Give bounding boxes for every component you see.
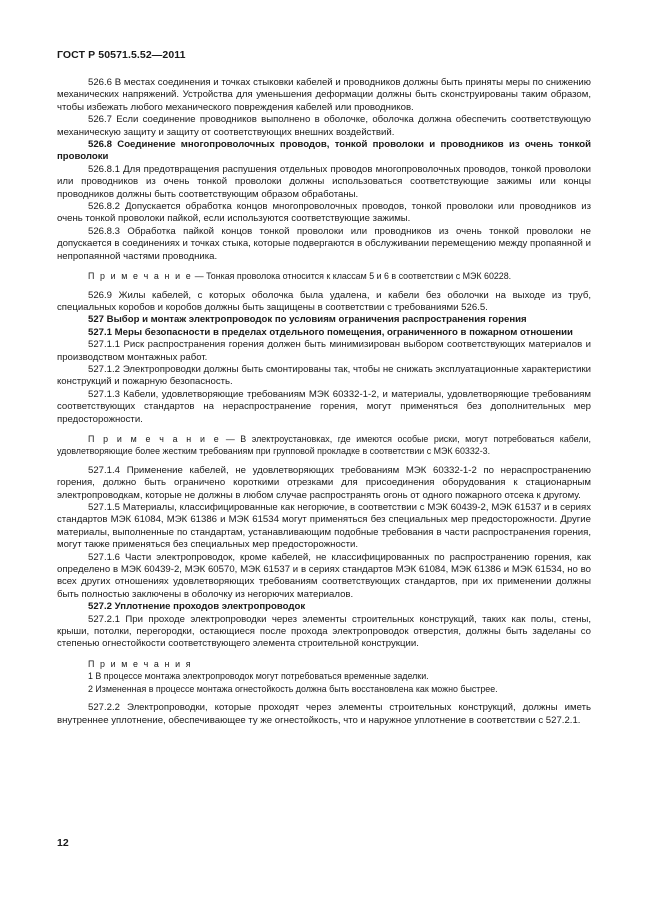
paragraph-527-1-1: 527.1.1 Риск распространения горения должен быть минимизирован выбором соответствующих материалов и производством монтажных работ. [57,339,591,363]
note-dash: — [225,433,235,444]
note-text: Тонкая проволока относится к классам 5 и 6 в соответствии с МЭК 60228. [206,271,512,282]
heading-527-1: 527.1 Меры безопасности в пределах отдельного помещения, ограниченного в пожарном отношении [88,326,573,338]
paragraph-527-1-3: 527.1.3 Кабели, удовлетворяющие требованиям МЭК 60332-1-2, и материалы, удовлетворяющие требованиям соответствующих стандартов на нераспространение горения, могут применяться без дополнительных мер предосторожности. [57,388,591,425]
paragraph-526-8-3: 526.8.3 Обработка пайкой концов тонкой проволоки или проводников из очень тонкой проволоки не допускается в соединениях и точках стыка, которые подвергаются в обслуживании перемещению между пропаянной и непропаянной частями проводника. [57,225,591,262]
paragraph-527-1-2: 527.1.2 Электропроводки должны быть смонтированы так, чтобы не снижать эксплуатационные характеристики конструкций и пожарную безопасность. [57,363,591,388]
document-header: ГОСТ Р 50571.5.52—2011 [57,49,186,61]
note-label: П р и м е ч а н и е [88,433,221,444]
note-text: В электроустановках, где имеются особые риски, могут потребоваться кабели, удовлетворяющие более жестким требованиям при групповой прокладке в соответствии с МЭК 60332-3. [57,433,591,457]
paragraph-527-1-5: 527.1.5 Материалы, классифицированные как негорючие, в соответствии с МЭК 60439-2, МЭК 61537 и в сериях стандартов МЭК 61084, МЭК 61386 и МЭК 61534 могут применяться без специальных мер предосторожности. Другие материалы, выполненные по стандартам, устанавливающим подобные требования в части распространения горения, могут также применяться без специальных мер предосторожности. [57,502,591,551]
paragraph-526-8-1: 526.8.1 Для предотвращения распушения отдельных проводов многопроволочных проводов, тонкой проволоки или проводников из очень тонкой проволоки должны использоваться соответствующие зажимы или концы проводников должны быть соответствующим образом обработаны. [57,163,591,200]
document-body [57,77,591,727]
paragraph-527-1-6: 527.1.6 Части электропроводок, кроме кабелей, не классифицированных по распространению горения, как определено в МЭК 60439-2, МЭК 60570, МЭК 61537 и в сериях стандартов МЭК 61084, МЭК 61386 и МЭК 61534, но во всех других отношениях удовлетворяющих требованиям соответствующих стандартов, при их применении должны быть полностью заключены в оболочку из негорючих материалов. [57,551,591,600]
note-item: 2 Измененная в процессе монтажа огнестойкость должна быть восстановлена как можно быстрее. [88,683,498,694]
notes-label: П р и м е ч а н и я [88,658,193,669]
paragraph-526-8-2: 526.8.2 Допускается обработка концов многопроволочных проводов, тонкой проволоки или проводников из очень тонкой проволоки пайкой, если используются соответствующие зажимы. [57,201,591,225]
note-527-1-3 [57,433,591,458]
note-item: 1 В процессе монтажа электропроводок могут потребоваться временные заделки. [88,671,429,682]
page-number: 12 [57,837,69,849]
note-dash: — [194,271,204,282]
notes-block [57,658,591,695]
paragraph-526-7: 526.7 Если соединение проводников выполнено в оболочке, оболочка должна обеспечить соответствующую механическую защиту и защиту от соответствующих внешних воздействий. [57,114,591,138]
paragraph-527-2-2: 527.2.2 Электропроводки, которые проходят через элементы строительных конструкций, должны иметь внутреннее уплотнение, обеспечивающее ту же огнестойкость, что и наружное уплотнение в соответствии с 527.2.1. [57,702,591,726]
paragraph-527-2-1: 527.2.1 При проходе электропроводки через элементы строительных конструкций, таких как полы, стены, крыши, потолки, перегородки, остающиеся после прохода электропроводок отверстия, должны быть заделаны со степенью огнестойкости соответствующего элемента строительной конструкции. [57,613,591,650]
paragraph-527-1-4: 527.1.4 Применение кабелей, не удовлетворяющих требованиям МЭК 60332-1-2 по нераспространению горения, должно быть ограничено короткими отрезками для присоединения оборудования к стационарным электропроводкам, которые не должны в любом случае распространять огонь от одного пожарного отсека к другому. [57,464,591,501]
note-526-8 [57,270,591,282]
heading-527: 527 Выбор и монтаж электропроводок по условиям ограничения распространения горения [88,314,527,326]
heading-526-8: 526.8 Соединение многопроволочных проводов, тонкой проволоки и проводников из очень тонкой проволоки [57,139,591,163]
heading-527-2: 527.2 Уплотнение проходов электропроводок [88,601,306,613]
paragraph-526-9: 526.9 Жилы кабелей, с которых оболочка была удалена, и кабели без оболочки на выходе из труб, специальных коробов и коробов должны быть защищены в соответствии с требованиями 526.5. [57,289,591,313]
note-label: П р и м е ч а н и е [88,271,193,282]
paragraph-526-6: 526.6 В местах соединения и точках стыковки кабелей и проводников должны быть приняты меры по снижению механических напряжений. Устройства для уменьшения деформации должны быть сконструированы таким образом, чтобы избежать любого механического повреждения кабелей или проводников. [57,77,591,113]
